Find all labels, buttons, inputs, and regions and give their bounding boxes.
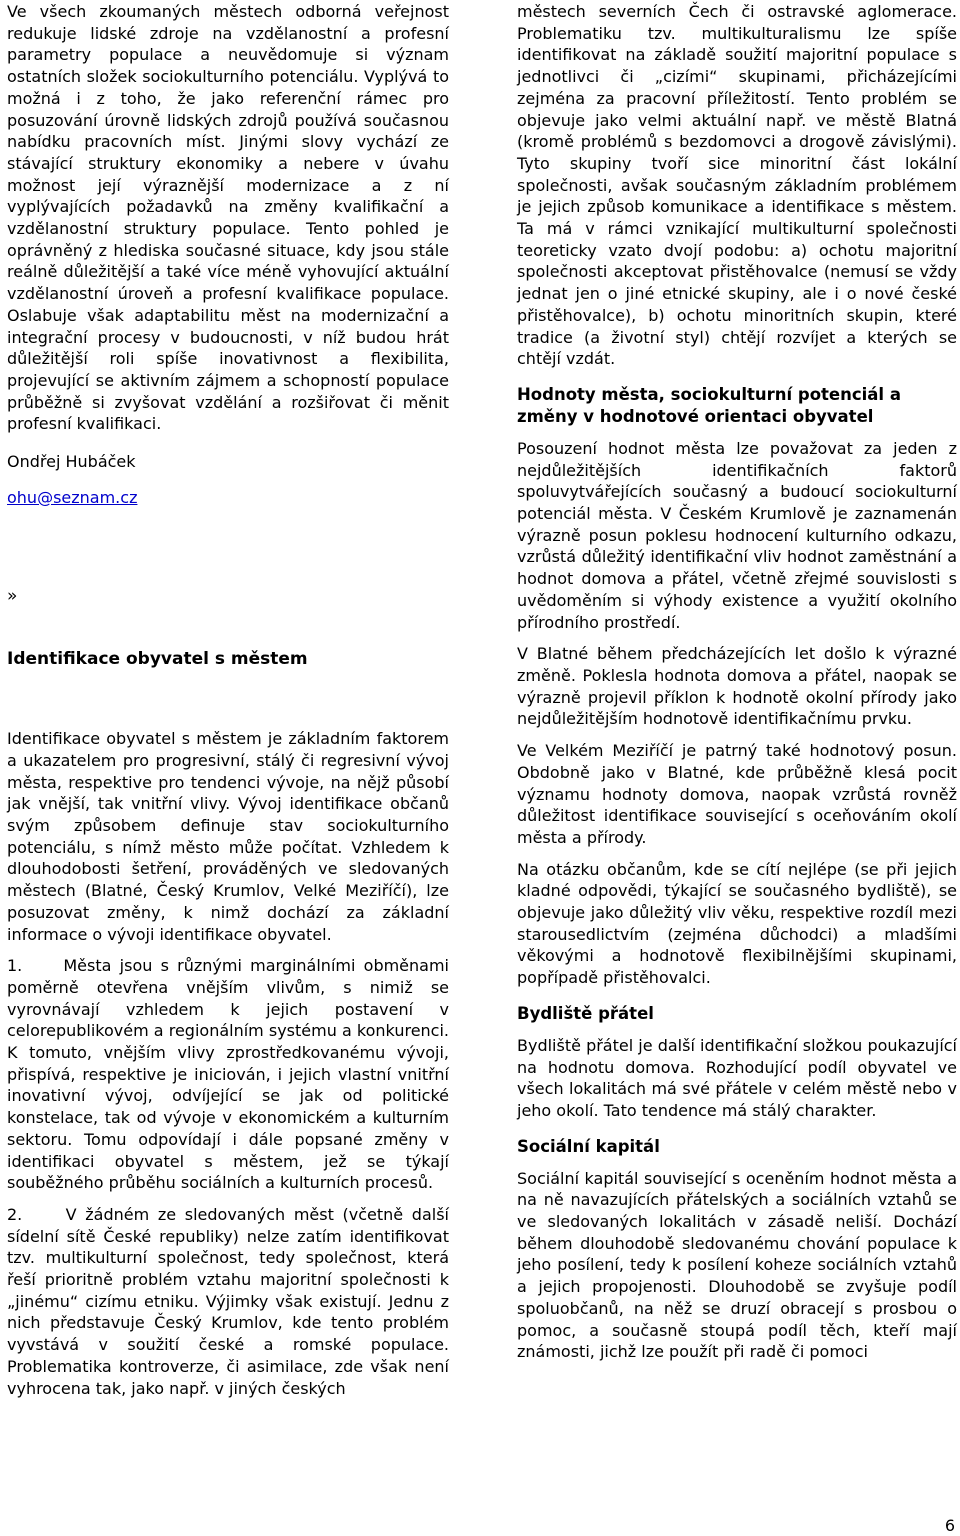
author-name: Ondřej Hubáček <box>7 452 136 472</box>
intro-paragraph-continuation: Jinými slovy vychází ze stávající struktury ekonomiky a nebere v úvahu možnost její výraznější modernizace a z ní vyplývajících požadavků na změny kvalifikační a vzdělanostní struktury populace. Tento pohled je oprávněný z hlediska současné situace, kdy jsou stále reálně důležitější a také více méně vyhovující aktuální vzdělanostní úroveň a profesní kvalifikace populace. Oslabuje však adaptabilitu měst na modernizační a integrační procesy v budoucnosti, v níž budou hrát důležitější roli spíše inovativnost a flexibilita, projevující se aktivním zájmem a schopností populace průběžně si zvyšovat vzdělání a rozšiřovat či měnit profesní kvalifikaci. <box>7 132 450 434</box>
values-heading: Hodnoty města, sociokulturní potenciál a změny v hodnotové orientaci obyvatel <box>517 384 901 426</box>
page-number: 6 <box>944 1516 955 1535</box>
right-column <box>517 1 957 1363</box>
identification-paragraph: Identifikace obyvatel s městem je základním faktorem a ukazatelem pro progresivní, stálý či regresivní vývoj města, respektive pro tendenci vývoje, na nějž působí jak vnější, tak vnitřní vlivy. Vývoj identifikace občanů svým způsobem definuje stav sociokulturního potenciálu, s nímž město může počítat. Vzhledem k dlouhodobosti šetření, prováděných ve sledovaných městech (Blatné, Český Krumlov, Velké Meziříčí), lze posuzovat změny, k nimž dochází za základní informace o vývoji identifikace obyvatel. <box>7 729 449 944</box>
intro-paragraph <box>7 1 449 435</box>
values-paragraph-3: Ve Velkém Meziříčí je patrný také hodnotový posun. Obdobně jako v Blatné, kde průběžně klesá pocit významu hodnoty domova, naopak vzrůstá rovněž důležitost identifikace související s oceňováním okolí města a přírody. <box>517 741 957 847</box>
friends-paragraph: Bydliště přátel je další identifikační složkou poukazující na hodnotu domova. Rozhodující podíl obyvatel ve všech lokalitách má své přátele v celém městě nebo v jeho okolí. Tato tendence má stálý charakter. <box>517 1035 957 1120</box>
point-2-paragraph: 2. V žádném ze sledovaných měst (včetně další sídelní sítě České republiky) nelze zatím identifikovat tzv. multikulturní společnost, tedy společnost, která řeší prioritně problém vztahu majoritní společnosti k „jinému“ cizímu etniku. Výjimky však existují. Jednu z nich představuje Český Krumlov, kde tento problém vyvstává v soužití české a romské populace. Problematika kontroverze, či asimilace, zde však není vyhrocena tak, jako např. v jiných českých <box>7 1204 455 1398</box>
point-1-paragraph: 1. Města jsou s různými marginálními obměnami poměrně otevřena vnějším vlivům, s nimiž se vyrovnávají vzhledem k jejich postavení v celorepublikovém a regionálním systému a konkurenci. K tomuto, vnějším vlivy zprostředkovanému vývoji, přispívá, respektive je iniciován, i jejich vlastní vnitřní inovativní vývoj, odvíjející se jak od politické konstelace, tak od vývoje v ekonomickém a kulturním sektoru. Tomu odpovídají i dále popsané změny v identifikaci obyvatel s městem, jež se týkají souběžného průběhu sociálních a kulturních procesů. <box>7 956 455 1193</box>
values-paragraph-1: Posouzení hodnot města lze považovat za jeden z nejdůležitějších identifikačních faktorů spoluvytvářejících současný a budoucí sociokulturní potenciál města. V Českém Krumlově je zaznamenán výrazně posun poklesu hodnocení kulturního odkazu, vzrůstá důležitý identifikační vliv hodnot zaměstnání a hodnot domova a přátel, včetně zřejmé souvislosti s uvědoměním si výhody existence a využití okolního přírodního prostředí. <box>517 438 957 632</box>
section-title: Identifikace obyvatel s městem <box>7 649 308 670</box>
author-email-link[interactable]: ohu@seznam.cz <box>7 487 138 507</box>
next-arrow-link[interactable]: » <box>7 586 18 607</box>
values-paragraph-2: V Blatné během předcházejících let došlo k výrazné změně. Poklesla hodnota domova a přátel, naopak se výrazně projevil příklon k hodnotě okolní přírody jako nejdůležitějším hodnotově identifikačnímu prvku. <box>517 644 957 729</box>
friends-heading: Bydliště přátel <box>517 1003 654 1023</box>
continuation-paragraph: městech severních Čech či ostravské aglomerace. Problematiku tzv. multikulturalismu lze spíše identifikovat na základě soužití majoritní populace s jednotlivci či „cizími“ skupinami, přicházejícími zejména za pracovní příležitostí. Tento problém se objevuje jako velmi aktuální např. ve městě Blatná (kromě problémů s bezdomovci a drogově závislými). Tyto skupiny tvoří sice minoritní část lokální společnosti, avšak současným základním problémem je jejich způsob komunikace a identifikace s městem. Ta má v rámci vznikající multikulturní společnosti teoreticky vzato dvojí podobu: a) ochotu majoritní společnosti akceptovat přistěhovalce (nemusí se vždy jednat jen o jiné etnické skupiny, ale i o nové české přistěhovalce), b) ochotu minoritních skupin, které tradice (a životní styl) chtějí rozvíjet a kterých se chtějí vzdát. <box>517 2 957 369</box>
left-column <box>7 1 455 1399</box>
social-capital-heading: Sociální kapitál <box>517 1136 660 1156</box>
intro-paragraph-start: Ve všech zkoumaných městech odborná veřejnost redukuje lidské zdroje na vzdělanostní a profesní parametry populace a neuvědomuje si význam ostatních složek sociokulturního potenciálu. Vyplývá to možná i z toho, že jako referenční rámec pro posuzování úrovně lidských zdrojů používá současnou nabídku pracovních míst. <box>7 2 449 152</box>
values-paragraph-4: Na otázku občanům, kde se cítí nejlépe (se při jejich kladné odpovědi, týkající se současného bydliště), se objevuje jako důležitý vliv věku, respektive rozdíl mezi starousedlictvím (zejména důchodci) a mladšími věkovými a hodnotově flexibilnějšími skupinami, popřípadě přistěhovalci. <box>517 859 957 988</box>
social-capital-paragraph: Sociální kapitál související s oceněním hodnot města a na ně navazujících přátelských a sociálních vztahů se ve sledovaných lokalitách v zásadě neliší. Dochází během dlouhodobě sledovanému chování populace k jeho posílení, tedy k posílení koheze sociálních vztahů a jejich propojenosti. Dlouhodobě se zvyšuje podíl spoluobčanů, na něž se druzí obracejí s prosbou o pomoc, a současně stoupá podíl těch, kteří mají známosti, jichž lze použít při radě či pomoci <box>517 1168 957 1362</box>
